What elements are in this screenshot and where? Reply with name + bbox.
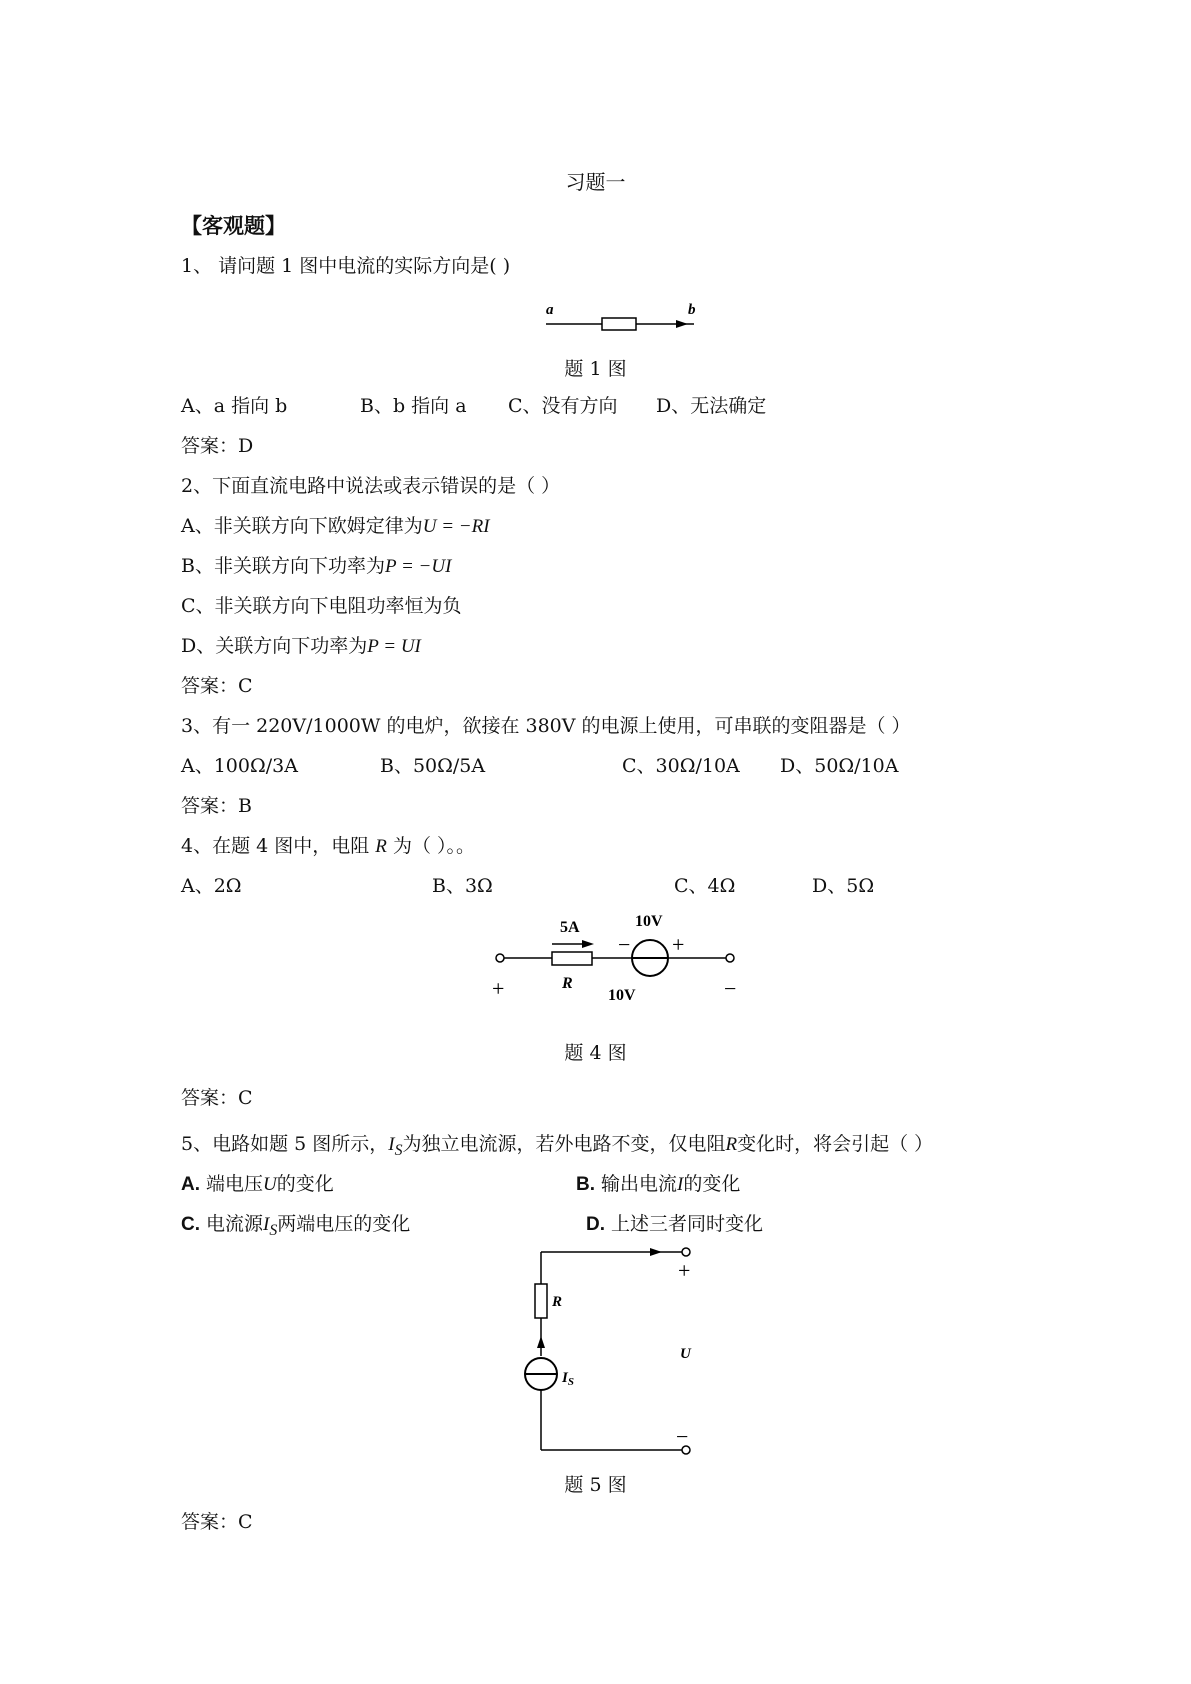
fig4-resistor-label: R (562, 975, 573, 992)
q5-option-b: B. 输出电流I的变化 (576, 1173, 741, 1195)
figure-4-caption: 题 4 图 (564, 1042, 627, 1064)
fig4-term-minus: − (724, 976, 737, 1001)
q5-option-d: D. 上述三者同时变化 (586, 1213, 764, 1235)
q3-answer: 答案：B (181, 795, 252, 817)
figure-1-caption: 题 1 图 (564, 358, 627, 380)
fig4-term-plus: + (492, 976, 505, 1001)
fig5-source-label: $I_S$ (562, 1370, 574, 1388)
fig5-resistor-label: R (552, 1294, 563, 1310)
fig4-current-label: 5A (560, 919, 580, 936)
question-4-text: 4、在题 4 图中，电阻 R 为（ ）。。 (181, 835, 475, 857)
figure-5-caption: 题 5 图 (564, 1474, 627, 1496)
q2-option-a: A、非关联方向下欧姆定律为U = −RI (181, 515, 490, 537)
fig5-plus: + (678, 1258, 691, 1283)
q2-answer: 答案：C (181, 675, 253, 697)
q1-option-a: A、a 指向 b (181, 395, 288, 417)
section-heading: 【客观题】 (181, 213, 286, 238)
q2-option-b: B、非关联方向下功率为P = −UI (181, 555, 452, 577)
q2-option-d: D、关联方向下功率为P = UI (181, 635, 421, 657)
figure-4-circuit (480, 906, 750, 1016)
q4-option-d: D、5Ω (812, 875, 875, 897)
q2-option-c: C、非关联方向下电阻功率恒为负 (181, 595, 462, 617)
figure-1-circuit (538, 298, 698, 336)
figure-5-circuit (510, 1244, 710, 1464)
fig4-src-plus: + (672, 932, 685, 957)
fig4-voltage-label: 10V (608, 987, 636, 1004)
q5-answer: 答案：C (181, 1511, 253, 1533)
q3-option-d: D、50Ω/10A (780, 755, 899, 777)
q5-option-a: A. 端电压U的变化 (181, 1173, 334, 1195)
q5-option-c: C. 电流源$I_S$两端电压的变化 (181, 1213, 411, 1239)
q4-option-c: C、4Ω (674, 875, 736, 897)
fig1-label-a: a (546, 302, 554, 318)
q1-option-d: D、无法确定 (656, 395, 767, 417)
question-1-text: 1、 请问题 1 图中电流的实际方向是( ) (181, 255, 511, 277)
question-3-text: 3、有一 220V/1000W 的电炉，欲接在 380V 的电源上使用，可串联的变阻器是（ ） (181, 715, 911, 737)
q1-option-b: B、b 指向 a (360, 395, 467, 417)
fig4-source-label: 10V (635, 913, 663, 930)
page-title: 习题一 (565, 170, 626, 194)
question-5-text: 5、电路如题 5 图所示，$I_S$为独立电流源，若外电路不变，仅电阻R变化时，将会引起（ ） (181, 1133, 934, 1159)
fig5-minus: − (676, 1424, 689, 1449)
q1-option-c: C、没有方向 (508, 395, 618, 417)
q3-option-c: C、30Ω/10A (622, 755, 740, 777)
fig5-voltage-label: U (680, 1346, 691, 1362)
q3-option-a: A、100Ω/3A (181, 755, 298, 777)
q4-answer: 答案：C (181, 1087, 253, 1109)
q4-option-b: B、3Ω (432, 875, 493, 897)
q4-option-a: A、2Ω (181, 875, 242, 897)
question-2-text: 2、下面直流电路中说法或表示错误的是（ ） (181, 475, 561, 497)
fig1-label-b: b (688, 302, 696, 318)
q3-option-b: B、50Ω/5A (380, 755, 486, 777)
fig4-src-minus: − (618, 932, 631, 957)
q1-answer: 答案：D (181, 435, 254, 457)
